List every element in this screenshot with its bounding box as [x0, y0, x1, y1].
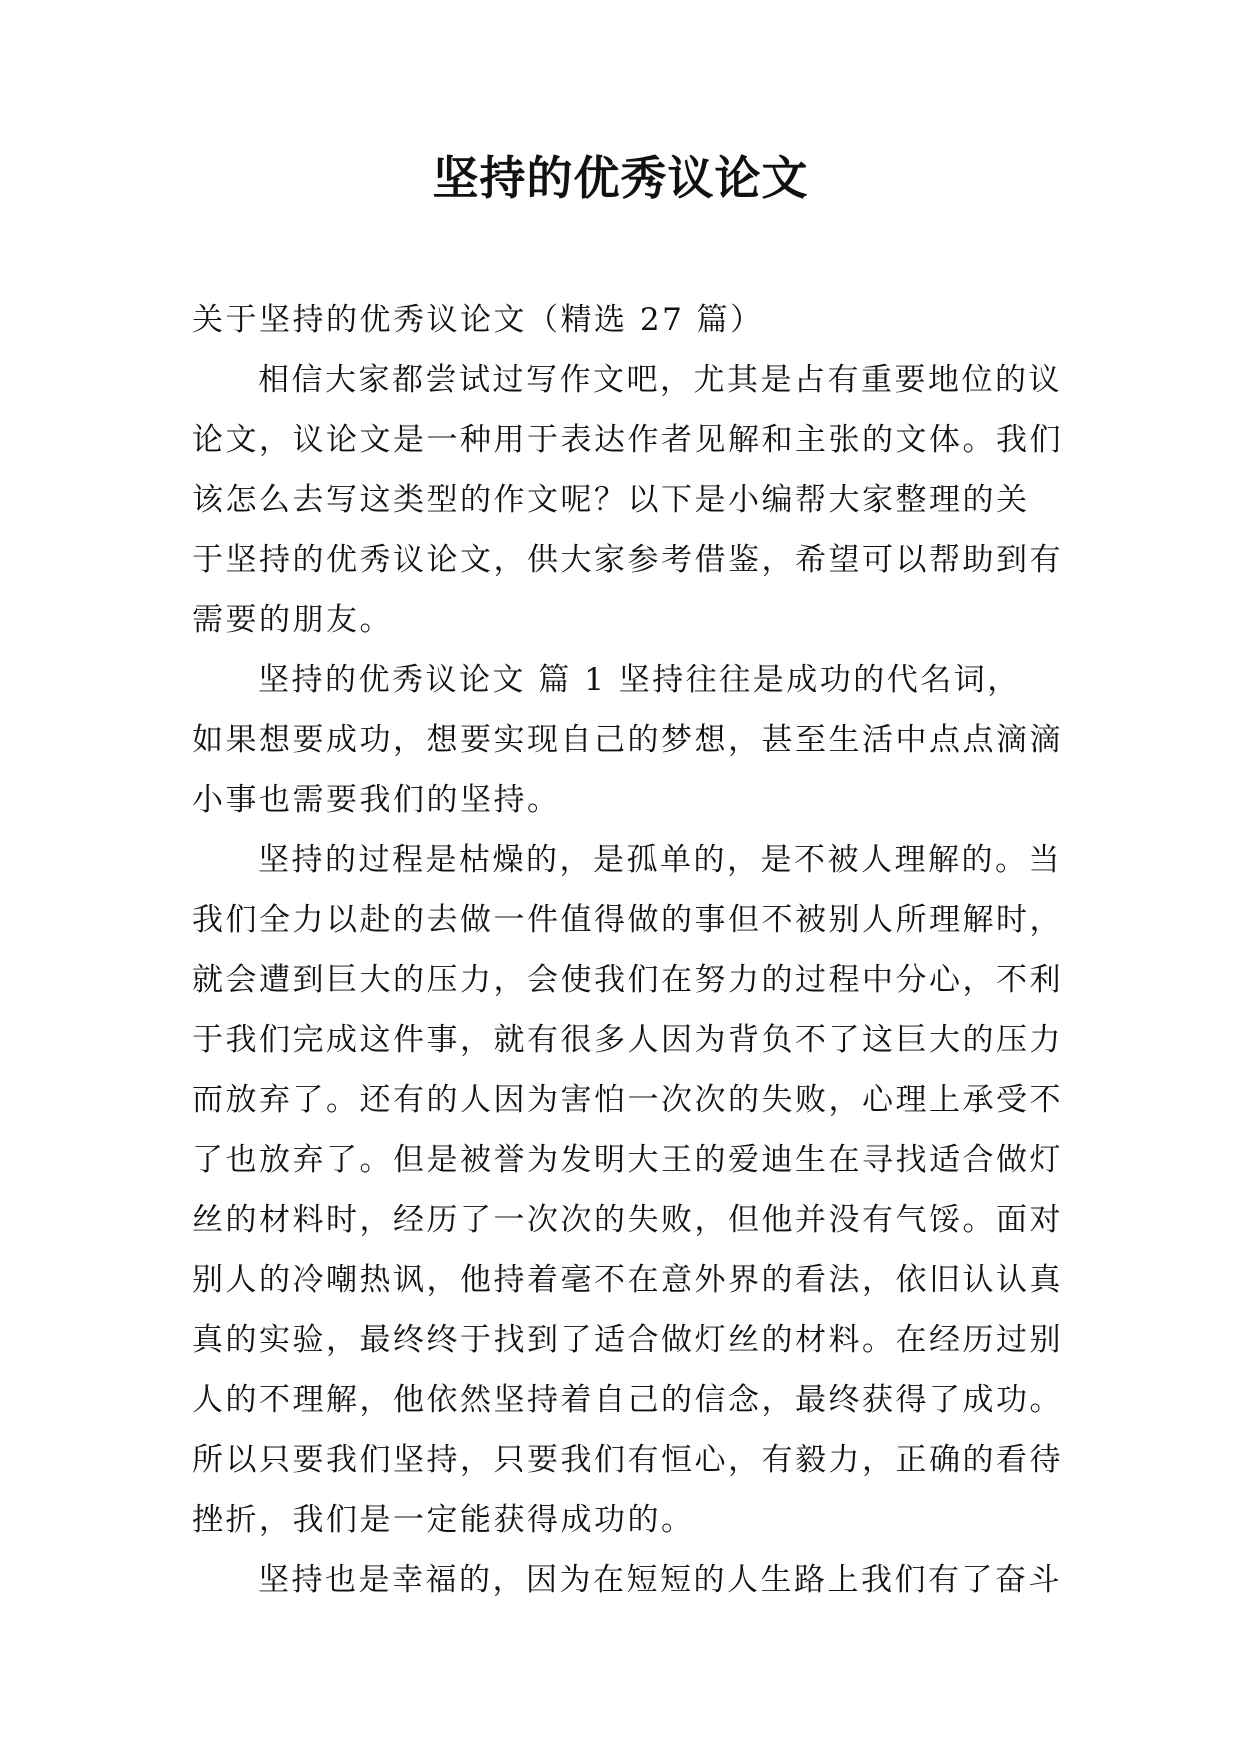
paragraph-line: 所以只要我们坚持，只要我们有恒心，有毅力，正确的看待	[192, 1442, 1063, 1478]
paragraph-line: 而放弃了。还有的人因为害怕一次次的失败，心理上承受不	[192, 1082, 1063, 1118]
paragraph-line: 挫折，我们是一定能获得成功的。	[192, 1502, 695, 1538]
paragraph-line: 于我们完成这件事，就有很多人因为背负不了这巨大的压力	[192, 1022, 1063, 1058]
paragraph-line: 该怎么去写这类型的作文呢？以下是小编帮大家整理的关	[192, 482, 1030, 518]
paragraph-line: 相信大家都尝试过写作文吧，尤其是占有重要地位的议	[258, 362, 1062, 398]
document-title: 坚持的优秀议论文	[432, 151, 809, 205]
document-body	[192, 290, 1063, 1610]
section-heading-line: 坚持的优秀议论文 篇 1 坚持往往是成功的代名词，	[258, 662, 1021, 698]
paragraph-line: 就会遭到巨大的压力，会使我们在努力的过程中分心，不利	[192, 962, 1063, 998]
paragraph-line: 别人的冷嘲热讽，他持着毫不在意外界的看法，依旧认认真	[192, 1262, 1063, 1298]
subtitle-line: 关于坚持的优秀议论文（精选 27 篇）	[192, 302, 764, 338]
paragraph-line: 真的实验，最终终于找到了适合做灯丝的材料。在经历过别	[192, 1322, 1063, 1358]
paragraph-line: 人的不理解，他依然坚持着自己的信念，最终获得了成功。	[192, 1382, 1063, 1418]
paragraph-line: 论文，议论文是一种用于表达作者见解和主张的文体。我们	[192, 422, 1063, 458]
paragraph-line: 坚持的过程是枯燥的，是孤单的，是不被人理解的。当	[258, 842, 1062, 878]
paragraph-line: 如果想要成功，想要实现自己的梦想，甚至生活中点点滴滴	[192, 722, 1063, 758]
paragraph-line: 于坚持的优秀议论文，供大家参考借鉴，希望可以帮助到有	[192, 542, 1063, 578]
paragraph-line: 需要的朋友。	[192, 602, 393, 638]
paragraph-line: 我们全力以赴的去做一件值得做的事但不被别人所理解时，	[192, 902, 1063, 938]
paragraph-line: 丝的材料时，经历了一次次的失败，但他并没有气馁。面对	[192, 1202, 1063, 1238]
paragraph-line: 坚持也是幸福的，因为在短短的人生路上我们有了奋斗	[258, 1562, 1062, 1598]
paragraph-line: 了也放弃了。但是被誉为发明大王的爱迪生在寻找适合做灯	[192, 1142, 1063, 1178]
paragraph-line: 小事也需要我们的坚持。	[192, 782, 561, 818]
